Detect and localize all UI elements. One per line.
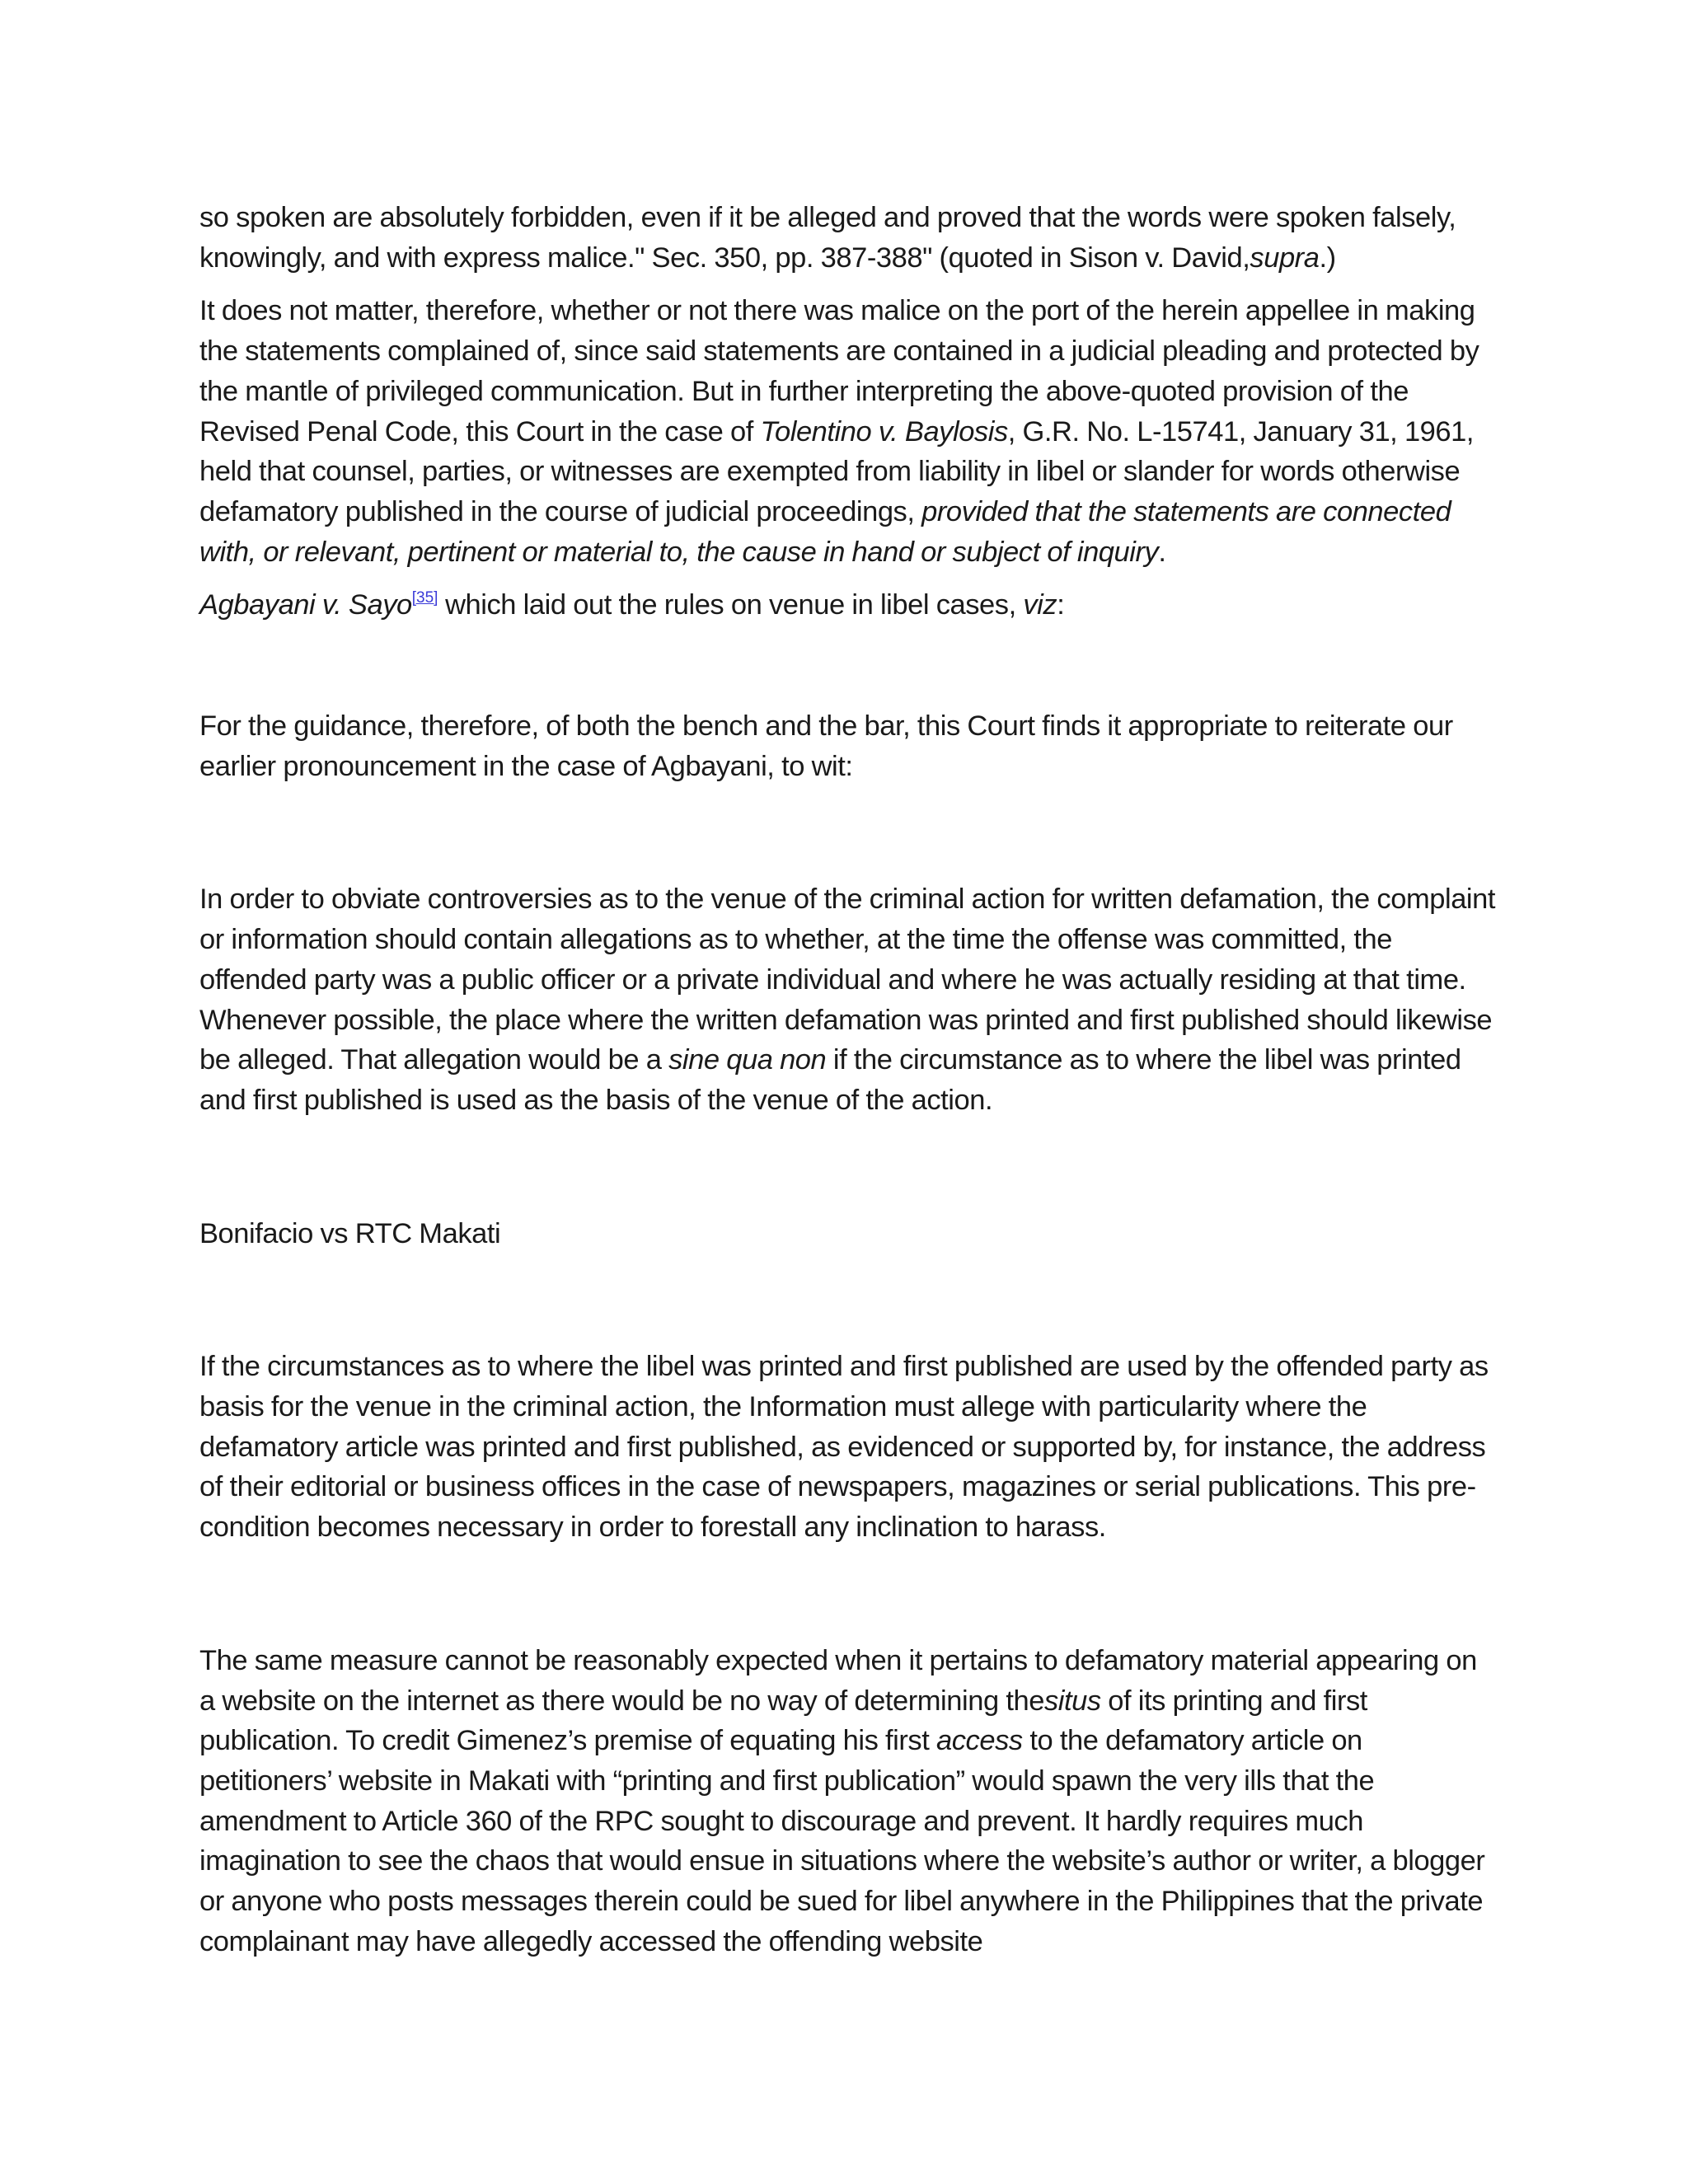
paragraph-agbayani-citation [199,585,1498,626]
text-run: For the guidance, therefore, of both the bench and the bar, this Court finds it appropriate to reiterate our earlier pronouncement in the case of Agbayani, to wit: [199,710,1453,782]
text-run: of its printing and first publication. To credit Gimenez’s premise of equating his first [199,1685,1367,1757]
paragraph-malice [199,291,1498,572]
text-run: Bonifacio vs RTC Makati [199,1217,501,1249]
paragraph-website [199,1641,1498,1962]
text-run: . [1158,536,1166,568]
paragraph-venue-rule [199,879,1498,1120]
italic-run: supra [1250,241,1320,274]
document-body [199,198,1498,1962]
text-run: : [1057,589,1065,621]
text-run: , G.R. No. L-15741, January 31, 1961, held that counsel, parties, or witnesses are exempted from liability in libel or slander for words otherwise defamatory published in the course of judicial proceedings, [199,415,1475,527]
text-run: It does not matter, therefore, whether or not there was malice on the port of the herein appellee in making the statements complained of, since said statements are contained in a judicial pleading and protected by the mantle of privileged communication. But in further interpreting the above-quoted provision of the Revised Penal Code, this Court in the case of [199,295,1479,448]
text-run: In order to obviate controversies as to the venue of the criminal action for written defamation, the complaint or information should contain allegations as to whether, at the time the offense was committed, the offended party was a public officer or a private individual and where he was actually residing at that time. Whenever possible, the place where the written defamation was printed and first published should likewise be alleged. That allegation would be a [199,883,1496,1076]
italic-run: Agbayani v. Sayo [199,589,412,621]
italic-run: sine qua non [668,1044,827,1076]
text-run: so spoken are absolutely forbidden, even if it be alleged and proved that the words were spoken falsely, knowingly, and with express malice." Sec. 350, pp. 387-388" (quoted in Sison v. David, [199,202,1456,274]
text-run: The same measure cannot be reasonably expected when it pertains to defamatory material appearing on a website on the internet as there would be no way of determining the [199,1644,1477,1717]
footnote-link[interactable]: [35] [411,589,438,607]
text-run: .) [1319,241,1336,274]
text-run: to the defamatory article on petitioners’ website in Makati with “printing and first publication” would spawn the very ills that the amendment to Article 360 of the RPC sought to discourage and prevent. It hardly requires much imagination to see the chaos that would ensue in situations where the website’s author or writer, a blogger or anyone who posts messages therein could be sued for libel anywhere in the Philippines that the private complainant may have allegedly accessed the offending website [199,1725,1485,1957]
text-run: which laid out the rules on venue in libel cases, [438,589,1024,621]
italic-run: viz [1023,589,1057,621]
italic-run: situs [1043,1685,1101,1717]
text-run: If the circumstances as to where the libel was printed and first published are used by the offended party as basis for the venue in the criminal action, the Information must allege with particularity where the defamatory article was printed and first published, as evidenced or supported by, for instance, the address of their editorial or business offices in the case of newspapers, magazines or serial publications. This pre-condition becomes necessary in order to forestall any inclination to harass. [199,1351,1489,1544]
paragraph-case-heading [199,1214,1498,1254]
paragraph-printed-published [199,1347,1498,1548]
paragraph-quote-continuation [199,198,1498,278]
italic-run: access [936,1725,1023,1757]
italic-run: provided that the statements are connected with, or relevant, pertinent or material to, the cause in hand or subject of inquiry [199,495,1451,568]
text-run: if the circumstance as to where the libel was printed and first published is used as the basis of the venue of the action. [199,1044,1461,1116]
italic-run: Tolentino v. Baylosis [760,415,1008,448]
paragraph-guidance [199,706,1498,786]
